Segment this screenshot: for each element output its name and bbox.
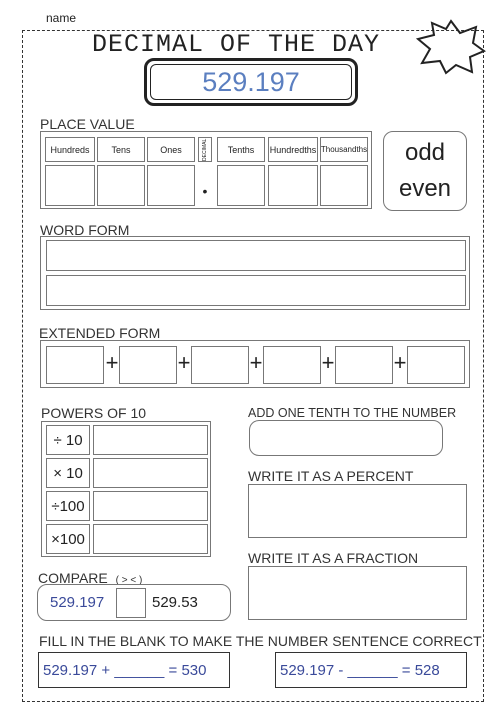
decimal-number: 529.197 [150,64,352,100]
fill-blank-label: FILL IN THE BLANK TO MAKE THE NUMBER SENTENCE CORRECT [39,633,482,649]
plus-sign: + [105,350,119,375]
add-tenth-label: ADD ONE TENTH TO THE NUMBER [248,406,457,420]
header-tenths: Tenths [217,137,265,162]
fill-blank-equation-1[interactable]: 529.197 + ______ = 530 [38,652,230,688]
multiply-100-label: ×100 [46,524,90,554]
multiply-10-answer[interactable] [93,458,208,488]
odd-even-box[interactable] [383,131,467,211]
extended-cell-1[interactable] [46,346,104,384]
place-value-label: PLACE VALUE [40,116,135,132]
plus-sign: + [249,350,263,375]
plus-sign: + [321,350,335,375]
extended-cell-6[interactable] [407,346,465,384]
compare-box [37,584,231,621]
compare-symbol-box[interactable] [116,588,146,618]
powers-of-10-table [41,421,211,557]
extended-form-box [40,340,470,388]
word-form-box [40,236,470,310]
place-value-table [40,131,372,209]
cell-hundredths[interactable] [268,165,318,206]
percent-answer[interactable] [248,484,467,538]
compare-right-value: 529.53 [152,594,198,611]
add-tenth-answer[interactable] [249,420,443,456]
fill-blank-equation-2[interactable]: 529.197 - ______ = 528 [275,652,467,688]
powers-of-10-label: POWERS OF 10 [41,405,147,421]
compare-title: COMPARE [38,570,108,586]
extended-cell-2[interactable] [119,346,177,384]
header-hundreds: Hundreds [45,137,95,162]
percent-label: WRITE IT AS A PERCENT [248,468,414,484]
cell-thousandths[interactable] [320,165,368,206]
odd-option[interactable]: odd [404,139,446,166]
multiply-100-answer[interactable] [93,524,208,554]
divide-10-label: ÷ 10 [46,425,90,455]
compare-left-value: 529.197 [50,594,105,611]
page-title: DECIMAL OF THE DAY [92,30,381,59]
header-tens: Tens [97,137,145,162]
cell-ones[interactable] [147,165,195,206]
header-thousandths: Thousandths [320,137,368,162]
fraction-label: WRITE IT AS A FRACTION [248,550,419,566]
name-label: name [46,11,77,25]
header-decimal: DECIMAL [198,137,212,162]
cell-hundreds[interactable] [45,165,95,206]
compare-symbols: ( > < ) [115,575,143,586]
header-ones: Ones [147,137,195,162]
plus-sign: + [177,350,191,375]
header-hundredths: Hundredths [268,137,318,162]
divide-10-answer[interactable] [93,425,208,455]
cell-tenths[interactable] [217,165,265,206]
fraction-answer[interactable] [248,566,467,620]
word-form-label: WORD FORM [40,222,130,238]
cell-tens[interactable] [97,165,145,206]
word-form-line-1[interactable] [46,240,466,271]
multiply-10-label: × 10 [46,458,90,488]
extended-cell-3[interactable] [191,346,249,384]
extended-cell-5[interactable] [335,346,393,384]
word-form-line-2[interactable] [46,275,466,306]
divide-100-label: ÷100 [46,491,90,521]
star-icon [416,19,486,75]
divide-100-answer[interactable] [93,491,208,521]
decimal-point: • [202,183,208,199]
extended-form-label: EXTENDED FORM [39,325,161,341]
extended-cell-4[interactable] [263,346,321,384]
plus-sign: + [393,350,407,375]
even-option[interactable]: even [398,175,452,202]
